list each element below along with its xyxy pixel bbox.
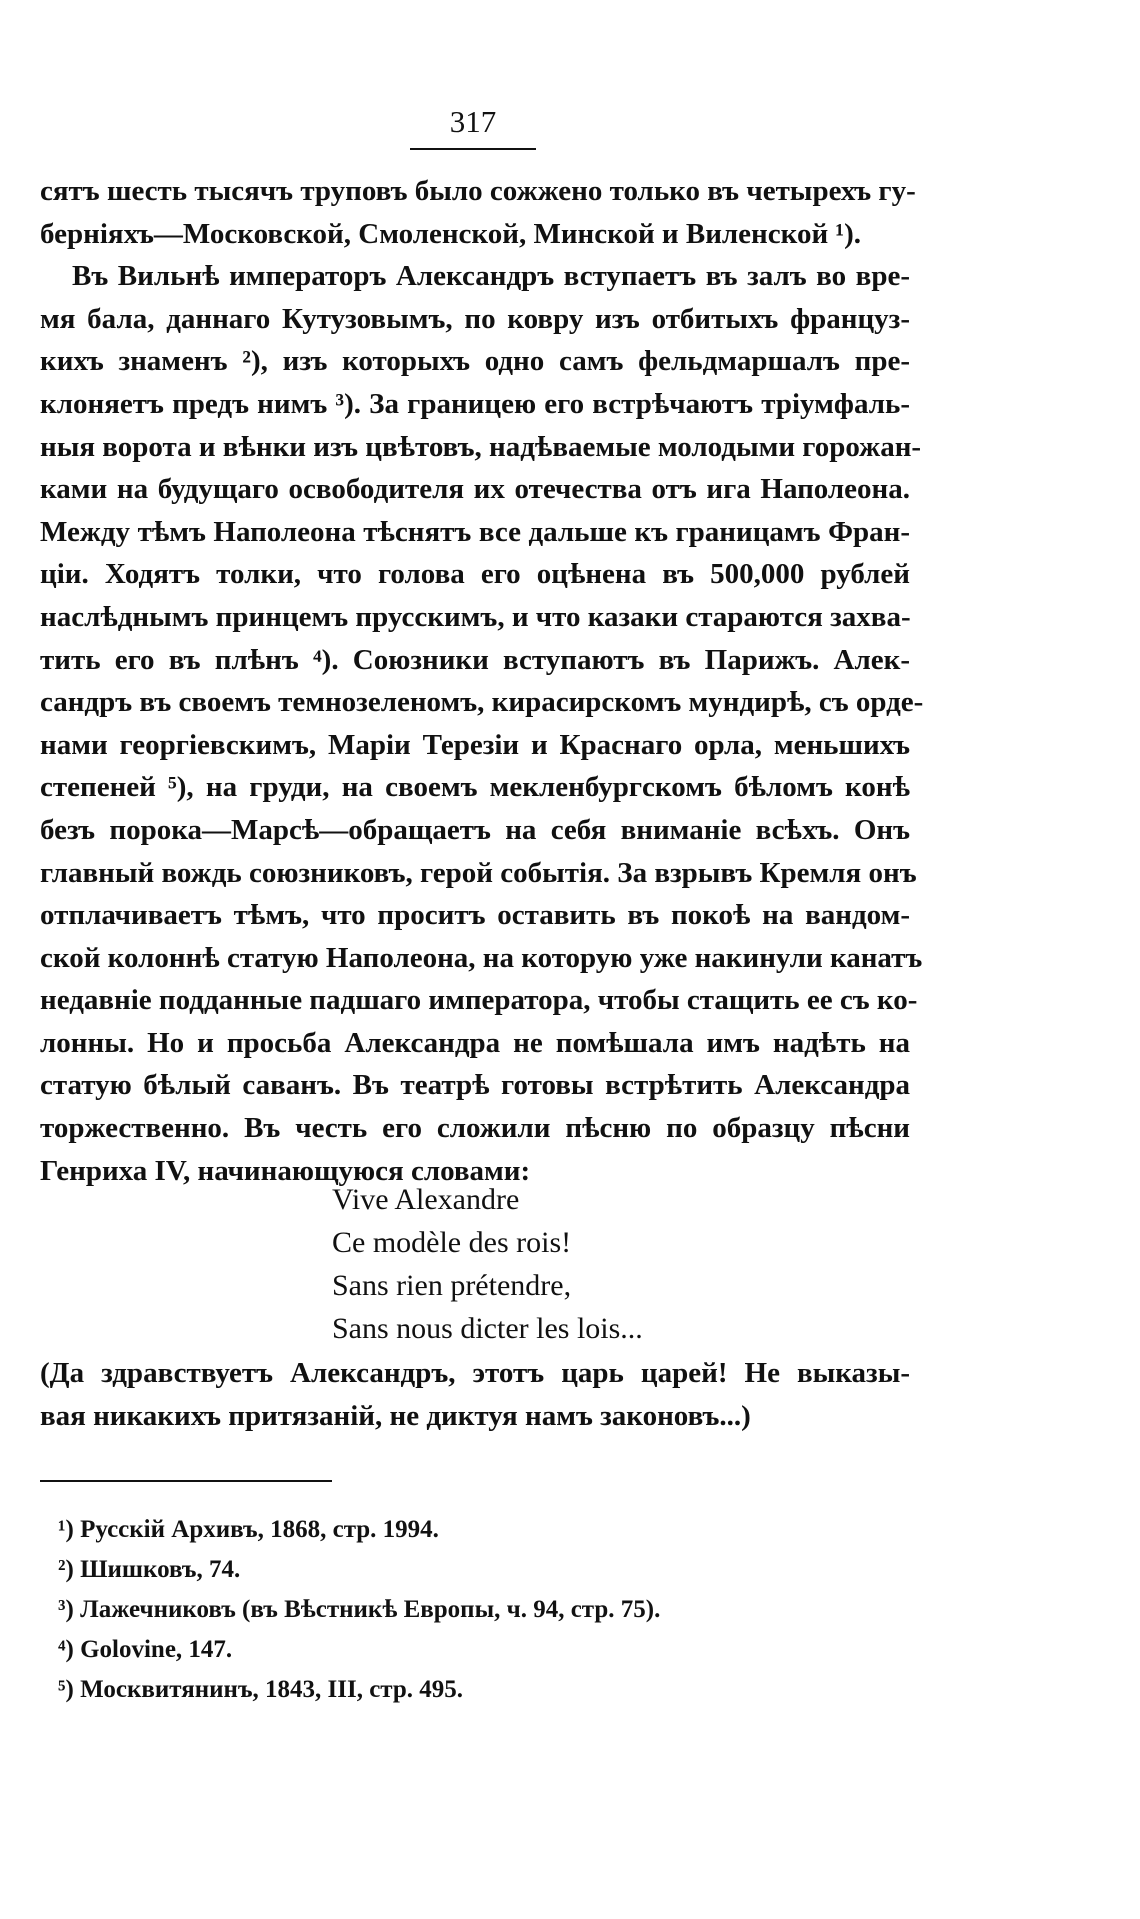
page-number-rule	[410, 148, 536, 150]
text-line: торжественно. Въ честь его сложили пѣсню по образцу пѣсни	[40, 1112, 910, 1145]
footnote-text: Golovine, 147.	[73, 1636, 233, 1663]
text-line: ціи. Ходятъ толки, что голова его оцѣнена въ 500,000 рублей	[40, 558, 910, 591]
footnote	[58, 1550, 888, 1590]
poem-verse: Vive Alexandre	[332, 1183, 520, 1216]
poem-verse: Sans rien prétendre,	[332, 1269, 572, 1302]
footnote	[58, 1510, 888, 1550]
footnote	[58, 1630, 888, 1670]
footnote-text: Лажечниковъ (въ Вѣстникѣ Европы, ч. 94, стр. 75).	[73, 1596, 661, 1623]
footnote-separator	[40, 1480, 332, 1482]
main-text	[40, 170, 924, 1192]
text-line: наслѣднымъ принцемъ прусскимъ, и что казаки стараются захва-	[40, 600, 911, 633]
text-line: клоняетъ предъ нимъ ³). За границею его встрѣчаютъ тріумфаль-	[40, 387, 910, 420]
footnote-marker: ⁴)	[58, 1636, 74, 1663]
text-line: лонны. Но и просьба Александра не помѣшала имъ надѣть на	[40, 1026, 910, 1059]
text-line: отплачиваетъ тѣмъ, что проситъ оставить въ покоѣ на вандом-	[40, 899, 910, 932]
text-line: ской колоннѣ статую Наполеона, на которую уже накинули канатъ	[40, 941, 923, 974]
text-line: ныя ворота и вѣнки изъ цвѣтовъ, надѣваемые молодыми горожан-	[40, 430, 922, 463]
page-number: 317	[449, 104, 497, 139]
text-line: вая никакихъ притязаній, не диктуя намъ законовъ...)	[40, 1399, 751, 1432]
text-line: берніяхъ—Московской, Смоленской, Минской и Виленской ¹).	[40, 217, 862, 250]
poem-verse: Sans nous dicter les lois...	[332, 1312, 643, 1345]
footnote-text: Москвитянинъ, 1843, III, стр. 495.	[73, 1676, 464, 1703]
text-line: (Да здравствуетъ Александръ, этотъ царь царей! Не выказы-	[40, 1357, 910, 1389]
poem	[332, 1178, 643, 1350]
translation-paragraph	[40, 1352, 910, 1437]
footnote-marker: ⁵)	[58, 1676, 74, 1703]
text-line: степеней ⁵), на груди, на своемъ мекленбургскомъ бѣломъ конѣ	[40, 771, 910, 804]
text-line: Въ Вильнѣ императоръ Александръ вступаетъ въ залъ во вре-	[72, 260, 910, 293]
text-line: главный вождь союзниковъ, герой событія. За взрывъ Кремля онъ	[40, 856, 917, 889]
footnote	[58, 1590, 888, 1630]
text-line: недавніе подданные падшаго императора, чтобы стащить ее съ ко-	[40, 984, 918, 1017]
footnote-text: Шишковъ, 74.	[73, 1556, 241, 1583]
text-line: безъ порока—Марсѣ—обращаетъ на себя вниманіе всѣхъ. Онъ	[40, 813, 910, 846]
footnote-marker: ²)	[58, 1556, 74, 1583]
footnote-marker: ¹)	[58, 1516, 74, 1543]
text-line: Генриха IV, начинающуюся словами:	[40, 1154, 531, 1187]
footnote-text: Русскій Архивъ, 1868, стр. 1994.	[73, 1516, 439, 1543]
footnote	[58, 1670, 888, 1710]
footnote-marker: ³)	[58, 1596, 74, 1623]
text-line: мя бала, даннаго Кутузовымъ, по ковру изъ отбитыхъ француз-	[40, 302, 910, 335]
text-line: ками на будущаго освободителя их отечества отъ ига Наполеона.	[40, 473, 910, 506]
text-line: статую бѣлый саванъ. Въ театрѣ готовы встрѣтить Александра	[40, 1069, 910, 1102]
poem-verse: Ce modèle des rois!	[332, 1226, 572, 1259]
text-line: кихъ знаменъ ²), изъ которыхъ одно самъ фельдмаршалъ пре-	[40, 345, 910, 378]
text-line: Между тѣмъ Наполеона тѣснятъ все дальше къ границамъ Фран-	[40, 515, 910, 548]
text-line: тить его въ плѣнъ ⁴). Союзники вступаютъ въ Парижъ. Алек-	[40, 643, 910, 676]
footnotes	[58, 1510, 888, 1710]
text-line: сандръ въ своемъ темнозеленомъ, кирасирскомъ мундирѣ, съ орде-	[40, 686, 924, 719]
text-line: нами георгіевскимъ, Маріи Терезіи и Краснаго орла, меньшихъ	[40, 728, 910, 761]
text-line: сятъ шесть тысячъ труповъ было сожжено только въ четырехъ гу-	[40, 175, 916, 207]
